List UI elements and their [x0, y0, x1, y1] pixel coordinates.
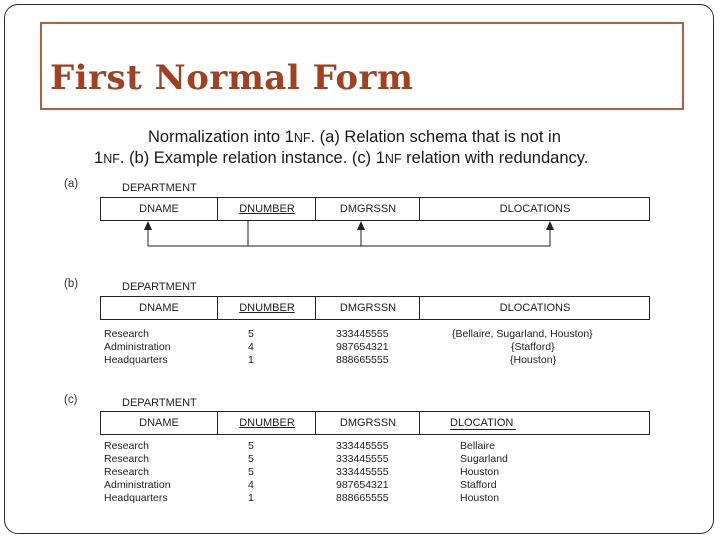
table-cell: 4 — [248, 341, 254, 353]
table-cell: 333445555 — [336, 453, 389, 465]
column-header: DNAME — [139, 203, 179, 215]
slide-title: First Normal Form — [50, 58, 414, 98]
table-cell: {Bellaire, Sugarland, Houston} — [452, 328, 593, 340]
table-cell: Headquarters — [104, 354, 168, 366]
caption-text: Normalization into 1 — [148, 128, 294, 146]
caption-smallcaps: NF — [103, 152, 120, 166]
column-header-dlocation — [419, 412, 649, 434]
table-cell: Administration — [104, 341, 171, 353]
part-a-label: (a) — [64, 178, 79, 190]
table-cell: 333445555 — [336, 466, 389, 478]
column-header: DNUMBER — [217, 412, 316, 434]
schema-b — [100, 296, 650, 320]
table-cell: 5 — [248, 328, 254, 340]
schema-c — [100, 411, 650, 435]
table-cell: Research — [104, 328, 149, 340]
relation-name: DEPARTMENT — [122, 397, 197, 409]
table-cell: {Stafford} — [511, 341, 555, 353]
part-c-label: (c) — [64, 394, 78, 406]
table-cell: 4 — [248, 479, 254, 491]
column-header: DNUMBER — [217, 297, 316, 319]
table-cell: 1 — [248, 492, 254, 504]
table-cell: Houston — [460, 492, 500, 504]
caption-text: 1 — [94, 149, 104, 167]
table-cell: Bellaire — [460, 440, 496, 452]
table-cell: 987654321 — [336, 341, 389, 353]
column-header: DLOCATIONS — [419, 297, 650, 319]
table-cell: Research — [104, 453, 149, 465]
table-cell: 5 — [248, 466, 254, 478]
table-cell: {Houston} — [510, 354, 557, 366]
relation-name: DEPARTMENT — [122, 182, 197, 194]
column-header: DNAME — [139, 302, 179, 314]
table-cell: 888665555 — [336, 354, 389, 366]
column-header: DNAME — [139, 417, 179, 429]
caption-smallcaps: NF — [293, 131, 311, 145]
caption-text: . (b) Example relation instance. (c) 1 — [119, 149, 385, 167]
column-header: DMGRSSN — [315, 198, 420, 220]
column-header: DMGRSSN — [315, 412, 420, 434]
caption-text: . (a) Relation schema that is not in — [310, 128, 561, 146]
column-header: DLOCATIONS — [419, 198, 650, 220]
column-header: DNUMBER — [217, 198, 316, 220]
column-header: DMGRSSN — [315, 297, 420, 319]
table-cell: 333445555 — [336, 440, 389, 452]
table-cell: Headquarters — [104, 492, 168, 504]
table-cell: Stafford — [460, 479, 497, 491]
table-cell: Research — [104, 466, 149, 478]
caption-smallcaps: NF — [384, 152, 402, 166]
table-cell: 888665555 — [336, 492, 389, 504]
table-cell: 5 — [248, 440, 254, 452]
table-cell: 333445555 — [336, 328, 389, 340]
table-cell: Research — [104, 440, 149, 452]
relation-name: DEPARTMENT — [122, 281, 197, 293]
column-header: DLOCATION — [450, 417, 514, 429]
part-b-label: (b) — [64, 278, 79, 290]
caption-text: relation with redundancy. — [401, 149, 589, 167]
table-cell: Administration — [104, 479, 171, 491]
table-cell: 1 — [248, 354, 254, 366]
table-cell: Sugarland — [460, 453, 508, 465]
table-cell: Houston — [460, 466, 500, 478]
table-cell: 5 — [248, 453, 254, 465]
table-cell: 987654321 — [336, 479, 389, 491]
